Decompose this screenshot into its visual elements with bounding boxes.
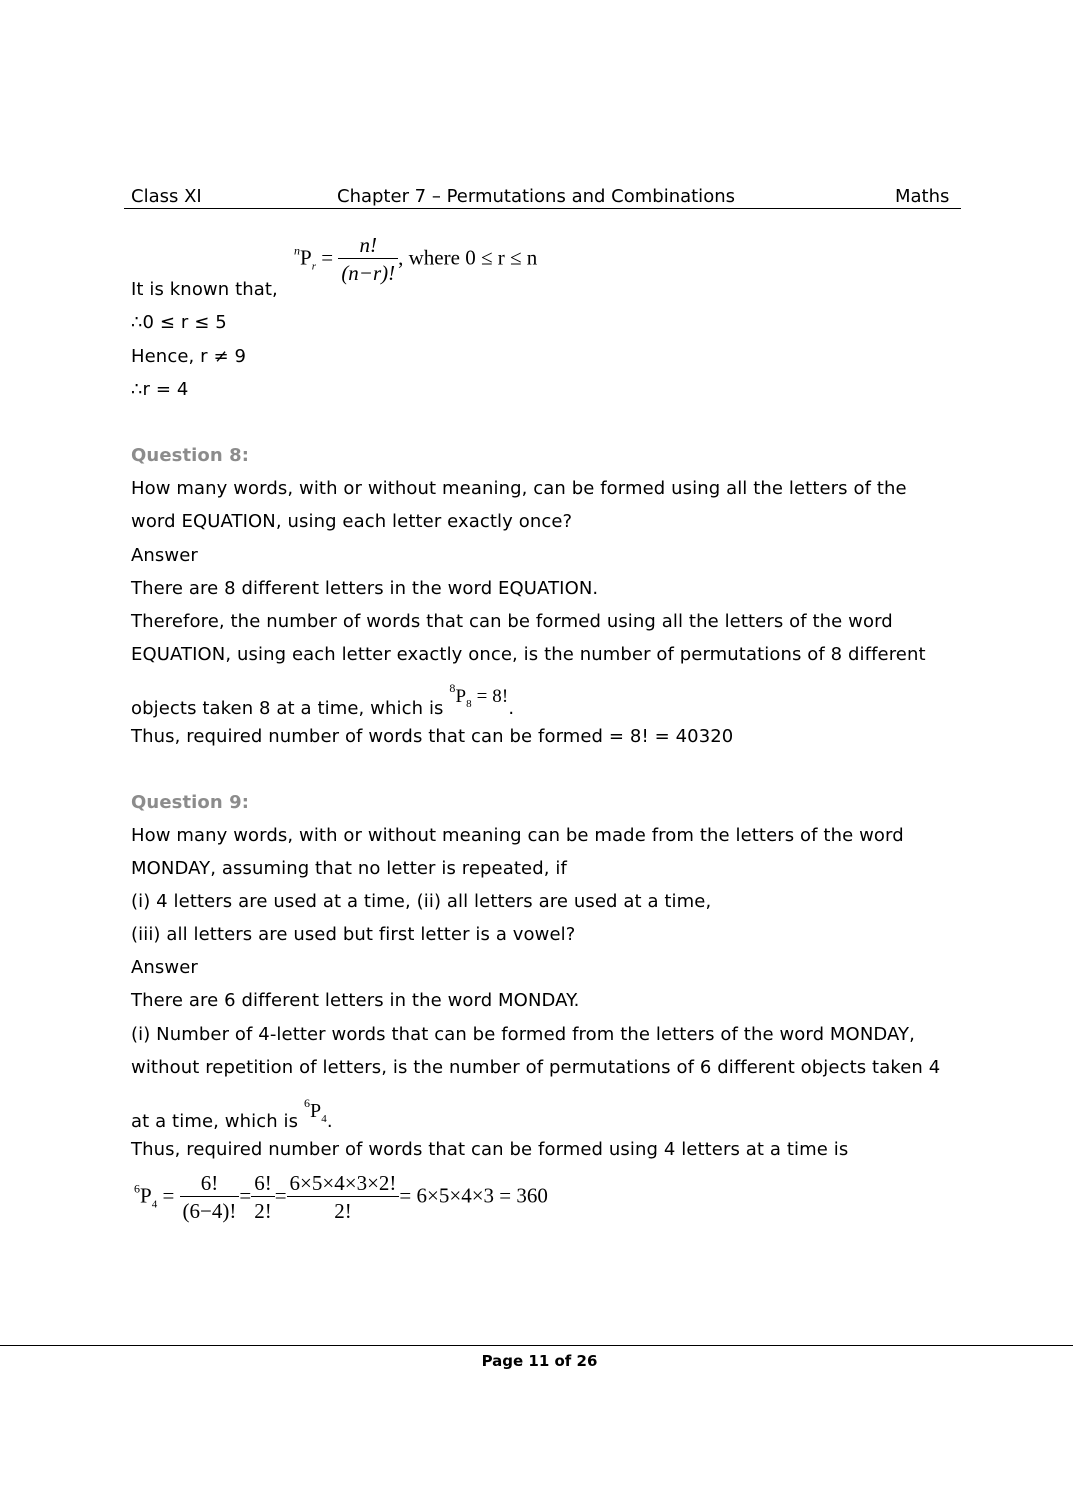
header-chapter: Chapter 7 – Permutations and Combinations [337,186,735,207]
footer-divider [0,1345,1073,1346]
formula-condition: , where 0 ≤ r ≤ n [398,245,538,270]
formula-sub: 8 [466,698,472,710]
permutation-6p4-calculation: $^6P_4$ = $\frac{6!}{(6-4)!}$ = $\frac{6!}{2!}$ = $\frac{6\times 5\times 4\times 3\times 2!}{2!}$ = 6×5×4×3 = 360 [134,1171,548,1223]
answer-text [131,681,515,722]
objects-line: objects taken 8 at a time, which is [131,698,444,719]
formula-sub: 4 [321,1113,327,1125]
period: . [326,1111,333,1132]
header-subject: Maths [895,186,950,207]
formula-fraction [338,232,398,287]
formula-p: P [455,686,467,707]
permutation-formula [294,232,537,287]
page-number: Page 11 of 26 [481,1352,598,1370]
period: . [508,698,515,719]
intro-line: ∴r = 4 [131,379,189,400]
answer-text: There are 6 different letters in the word MONDAY. [131,990,580,1011]
formula-result: = 6×5×4×3 = 360 [399,1183,548,1208]
question-9-text: (i) 4 letters are used at a time, (ii) all letters are used at a time, [131,891,712,912]
header-class: Class XI [131,186,202,207]
question-8-heading: Question 8: [131,445,250,466]
fraction-2 [251,1170,275,1225]
formula-sup: 8 [449,681,456,695]
fraction-numerator: 6! [180,1170,240,1197]
question-9-heading: Question 9: [131,792,250,813]
formula-sup: 6 [134,1181,140,1196]
fraction-numerator: 6! [251,1170,275,1197]
question-8-text: word EQUATION, using each letter exactly once? [131,511,573,532]
thus-line: Thus, required number of words that can be formed using 4 letters at a time is [131,1139,849,1160]
intro-line: Hence, r ≠ 9 [131,346,247,367]
answer-text: EQUATION, using each letter exactly once, is the number of permutations of 8 different [131,644,926,665]
fraction-1 [180,1170,240,1225]
intro-line: ∴0 ≤ r ≤ 5 [131,312,227,333]
inline-formula-8p8 [449,681,509,710]
formula-p: P [140,1183,152,1208]
answer-text: Therefore, the number of words that can be formed using all the letters of the word [131,611,893,632]
formula-p: P [300,245,312,270]
fraction-denominator: (6−4)! [182,1199,237,1223]
formula-p: P [310,1100,322,1122]
question-8-text: How many words, with or without meaning, can be formed using all the letters of the [131,478,907,499]
fraction-numerator: 6×5×4×3×2! [287,1170,400,1197]
fraction-denominator: (n−r)! [341,261,396,285]
answer-label: Answer [131,957,198,978]
formula-sup: n [294,243,300,258]
inline-formula-6p4 [303,1096,327,1125]
formula-sub: 4 [151,1198,158,1211]
fraction-denominator: 2! [254,1199,272,1223]
question-9-text: How many words, with or without meaning can be made from the letters of the word [131,825,904,846]
time-line: at a time, which is [131,1111,299,1132]
question-9-text: (iii) all letters are used but first letter is a vowel? [131,924,576,945]
answer-text: without repetition of letters, is the number of permutations of 6 different objects taken 4 [131,1057,941,1078]
known-label: It is known that, [131,279,278,300]
question-9-text: MONDAY, assuming that no letter is repeated, if [131,858,567,879]
answer-label: Answer [131,545,198,566]
formula-eq: = [321,245,334,270]
answer-text: (i) Number of 4-letter words that can be formed from the letters of the word MONDAY, [131,1024,915,1045]
fraction-3 [287,1170,400,1225]
answer-text: There are 8 different letters in the word EQUATION. [131,578,599,599]
answer-text [131,1096,333,1135]
fraction-numerator: n! [338,232,398,259]
header-divider [124,208,961,209]
formula-eq: = [162,1183,175,1208]
result-line: Thus, required number of words that can be formed = 8! = 40320 [131,726,734,747]
fraction-denominator: 2! [334,1199,352,1223]
formula-sub: r [311,260,316,273]
formula-rest: = 8! [476,686,509,707]
formula-sup: 6 [303,1096,311,1110]
